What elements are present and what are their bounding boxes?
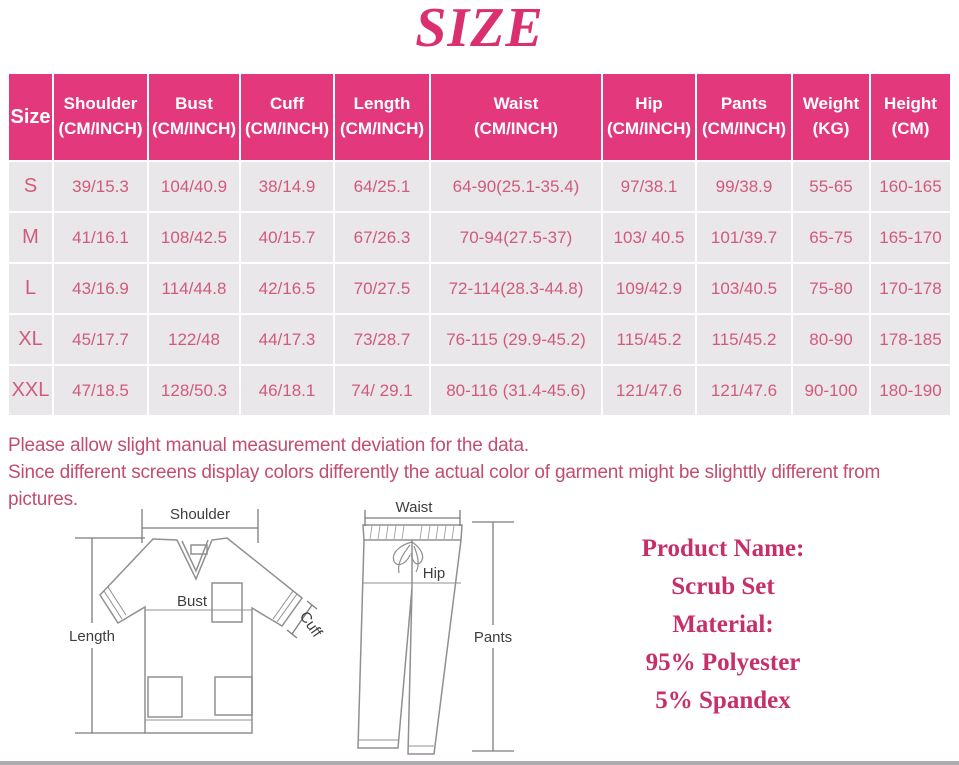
table-cell: 90-100 (792, 365, 870, 416)
col-header-pants: Pants (CM/INCH) (696, 73, 792, 161)
product-name-label: Product Name: (641, 535, 805, 562)
material-label: Material: (672, 611, 774, 638)
col-header-length: Length (CM/INCH) (334, 73, 430, 161)
table-row-xl (8, 314, 951, 365)
table-cell: 160-165 (870, 161, 951, 212)
col-header-bust: Bust (CM/INCH) (148, 73, 240, 161)
table-cell: 97/38.1 (602, 161, 696, 212)
table-cell: 121/47.6 (602, 365, 696, 416)
table-cell: 67/26.3 (334, 212, 430, 263)
table-cell: 170-178 (870, 263, 951, 314)
col-header-size: Size (8, 73, 53, 161)
table-cell: 109/42.9 (602, 263, 696, 314)
table-cell: 72-114(28.3-44.8) (430, 263, 602, 314)
table-cell: 39/15.3 (53, 161, 148, 212)
size-chart-table (7, 72, 952, 417)
table-cell: 76-115 (29.9-45.2) (430, 314, 602, 365)
table-cell: 45/17.7 (53, 314, 148, 365)
pants-label: Pants (473, 629, 513, 646)
hip-label: Hip (422, 565, 446, 582)
table-cell: 115/45.2 (602, 314, 696, 365)
table-cell: 80-90 (792, 314, 870, 365)
table-cell: 103/ 40.5 (602, 212, 696, 263)
table-cell: 74/ 29.1 (334, 365, 430, 416)
table-cell: 46/18.1 (240, 365, 334, 416)
table-cell: 43/16.9 (53, 263, 148, 314)
cuff-label: Cuff (295, 608, 326, 641)
bottom-border (0, 761, 959, 765)
table-cell: M (8, 212, 53, 263)
table-cell: XL (8, 314, 53, 365)
table-cell: 165-170 (870, 212, 951, 263)
table-cell: 73/28.7 (334, 314, 430, 365)
table-cell: 101/39.7 (696, 212, 792, 263)
bust-label: Bust (176, 593, 208, 610)
table-cell: 42/16.5 (240, 263, 334, 314)
table-cell: 108/42.5 (148, 212, 240, 263)
material-line-2: 5% Spandex (655, 687, 791, 714)
material-line-1: 95% Polyester (645, 649, 801, 676)
table-cell: 64-90(25.1-35.4) (430, 161, 602, 212)
shoulder-label: Shoulder (169, 506, 231, 523)
table-cell: 99/38.9 (696, 161, 792, 212)
table-row-l (8, 263, 951, 314)
table-row-s (8, 161, 951, 212)
table-cell: 41/16.1 (53, 212, 148, 263)
table-cell: 114/44.8 (148, 263, 240, 314)
length-label: Length (69, 628, 115, 645)
table-cell: 128/50.3 (148, 365, 240, 416)
table-cell: 70-94(27.5-37) (430, 212, 602, 263)
table-cell: 180-190 (870, 365, 951, 416)
product-info (598, 530, 848, 720)
table-cell: 47/18.5 (53, 365, 148, 416)
table-cell: 121/47.6 (696, 365, 792, 416)
table-cell: 104/40.9 (148, 161, 240, 212)
table-cell: 178-185 (870, 314, 951, 365)
table-cell: 40/15.7 (240, 212, 334, 263)
table-cell: 70/27.5 (334, 263, 430, 314)
table-cell: XXL (8, 365, 53, 416)
table-cell: 55-65 (792, 161, 870, 212)
col-header-shoulder: Shoulder (CM/INCH) (53, 73, 148, 161)
table-cell: 44/17.3 (240, 314, 334, 365)
note-line-2: Since different screens display colors differently the actual color of garment might be slighttly different from pictures. (8, 462, 881, 510)
scrub-top-diagram (30, 495, 340, 763)
col-header-waist: Waist (CM/INCH) (430, 73, 602, 161)
page-title: SIZE (415, 0, 544, 59)
table-cell: S (8, 161, 53, 212)
col-header-weight: Weight (KG) (792, 73, 870, 161)
product-name-value: Scrub Set (671, 573, 775, 600)
table-header-row (8, 73, 951, 161)
table-cell: 75-80 (792, 263, 870, 314)
waist-label: Waist (395, 499, 433, 516)
table-cell: 65-75 (792, 212, 870, 263)
scrub-pants-diagram (330, 495, 610, 763)
table-row-xxl (8, 365, 951, 416)
table-cell: 122/48 (148, 314, 240, 365)
table-cell: 115/45.2 (696, 314, 792, 365)
table-cell: 80-116 (31.4-45.6) (430, 365, 602, 416)
note-line-1: Please allow slight manual measurement deviation for the data. (8, 435, 529, 456)
col-header-height: Height (CM) (870, 73, 951, 161)
col-header-cuff: Cuff (CM/INCH) (240, 73, 334, 161)
table-cell: 103/40.5 (696, 263, 792, 314)
col-header-hip: Hip (CM/INCH) (602, 73, 696, 161)
table-cell: 64/25.1 (334, 161, 430, 212)
table-cell: L (8, 263, 53, 314)
table-row-m (8, 212, 951, 263)
table-cell: 38/14.9 (240, 161, 334, 212)
